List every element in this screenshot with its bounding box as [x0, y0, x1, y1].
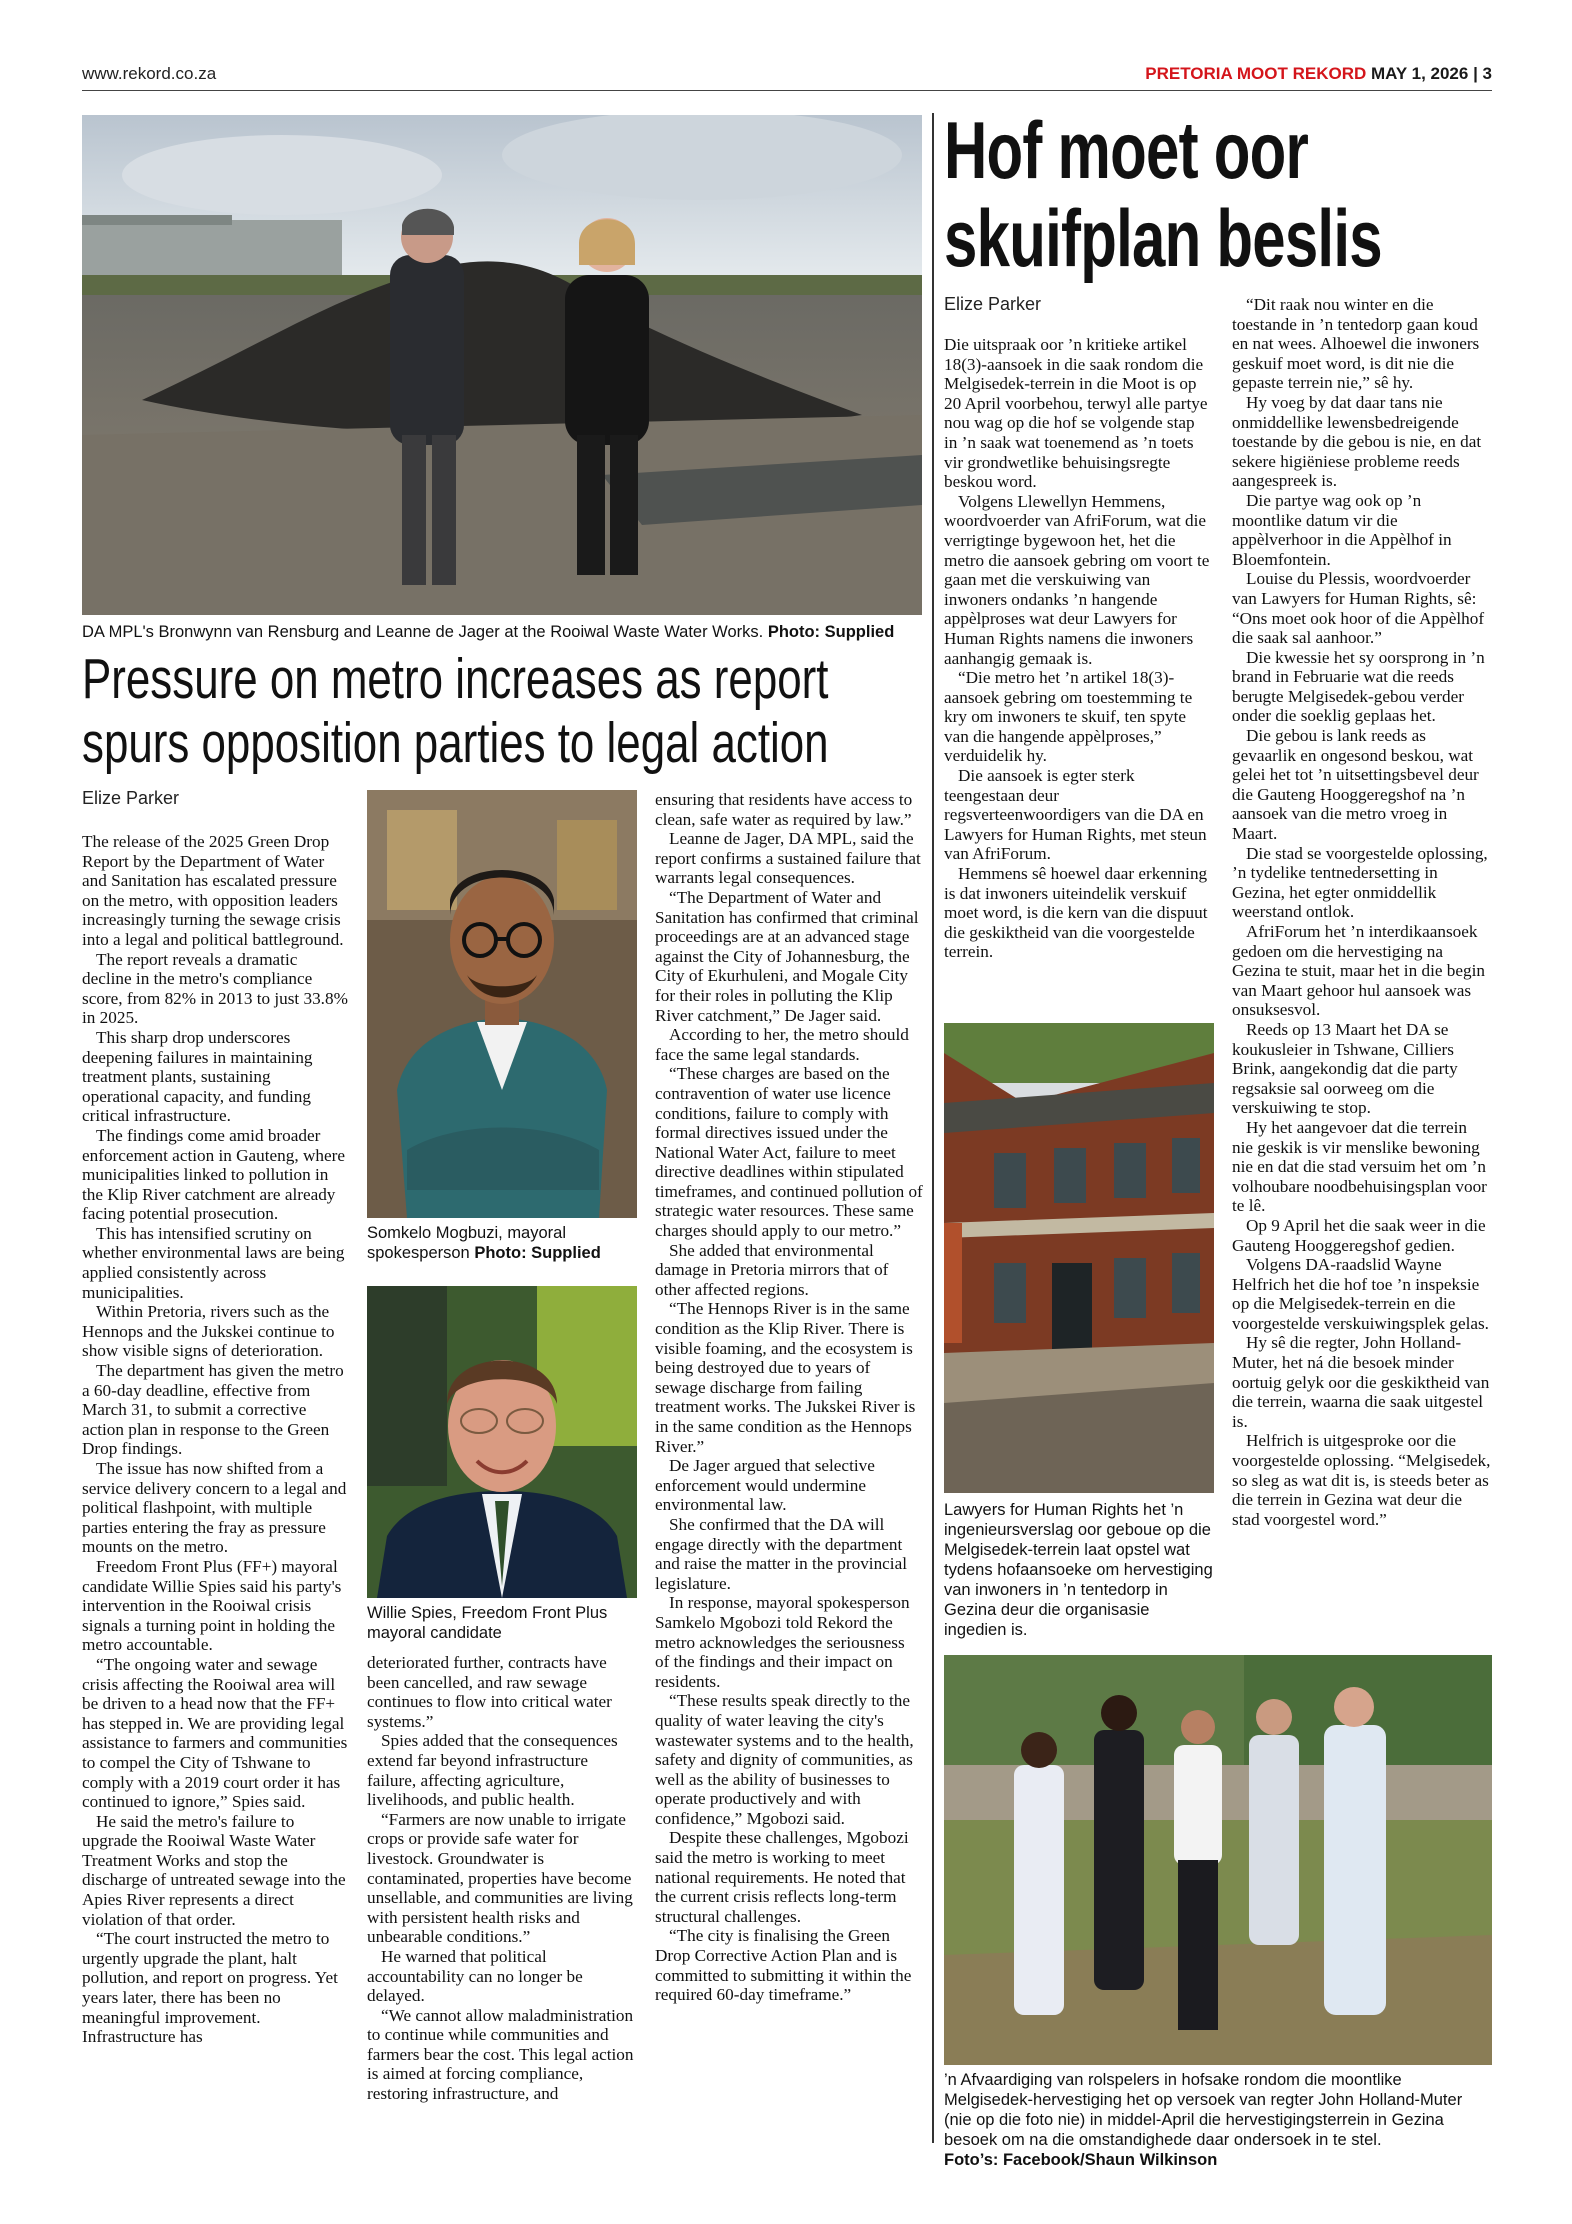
paragraph: This sharp drop underscores deepening failures in maintaining treatment plants, sustaining operational capacity, and funding critical infrastructure. — [82, 1027, 313, 1126]
paragraph: He said the metro's failure to upgrade the Rooiwal Waste Water Treatment Works and stop the discharge of untreated sewage into the Apies River represents a direct violation of that order. — [82, 1811, 346, 1929]
paragraph: Die partye wag ook op ’n moontlike datum vir die appèlverhoor in die Appèlhof in Bloemfontein. — [1232, 490, 1452, 569]
english-column-3 — [655, 790, 923, 2005]
paragraph: Hy het aangevoer dat die terrein nie geskik is vir menslike bewoning nie en dat die stad versuim het om ’n volhoubare noodbehuisingsplan voor te lê. — [1232, 1117, 1487, 1216]
rooiwal-photo-caption — [82, 622, 922, 642]
paragraph: Hemmens sê hoewel daar erkenning is dat inwoners uiteindelik verskuif moet word, is die kern van die dispuut die geskiktheid van die voorgestelde terrein. — [944, 864, 1208, 962]
issue-date-page: MAY 1, 2026 | 3 — [1366, 64, 1492, 83]
paragraph: According to her, the metro should face the same legal standards. — [655, 1025, 909, 1064]
paragraph: Hy voeg by dat daar tans nie onmiddellike lewensbedreigende toestande by die gebou is nie, en dat sekere higiëniese probleme reeds aangespreek is. — [1232, 392, 1482, 491]
paragraph: “Die metro het ’n artikel 18(3)-aansoek gebring om toestemming te kry om inwoners te skuif, ten spyte van die hangende appèlproses,” verduidelik hy. — [944, 668, 1193, 766]
paragraph: Die stad se voorgestelde oplossing, ’n tydelike tentnedersetting in Gezina, het egter onmiddellik weerstand ontlok. — [1232, 843, 1488, 922]
paragraph: The issue has now shifted from a service delivery concern to a legal and political flashpoint, with multiple parties entering the fray as pressure mounts on the metro. — [82, 1459, 347, 1557]
caption-text: Somkelo Mogbuzi, mayoral spokesperson — [367, 1224, 566, 1262]
afrikaans-column-1 — [944, 335, 1212, 962]
afrikaans-headline — [944, 107, 1382, 283]
spies-portrait — [367, 1286, 637, 1598]
rooiwal-photo — [82, 115, 922, 615]
caption-text: DA MPL's Bronwynn van Rensburg and Leanne de Jager at the Rooiwal Waste Water Works. — [82, 623, 768, 641]
headline-line-1: Pressure on metro increases as report — [82, 647, 829, 711]
paragraph: “The Department of Water and Sanitation has confirmed that criminal proceedings are at an advanced stage against the City of Johannesburg, the City of Ekurhuleni, and Mogale City for their roles in polluting the Klip River catchment,” De Jager said. — [655, 887, 919, 1025]
photo-credit: Foto’s: Facebook/Shaun Wilkinson — [944, 2151, 1218, 2169]
paragraph: Despite these challenges, Mgobozi said the metro is working to meet national requirements. He noted that the current crisis reflects long-term structural challenges. — [655, 1828, 909, 1926]
paragraph: “The ongoing water and sewage crisis affecting the Rooiwal area will be driven to a head now that the FF+ has stepped in. We are providing legal assistance to farmers and communities to compel the City of Tshwane to comply with a 2019 court order it has continued to ignore,” Spies said. — [82, 1654, 348, 1812]
publication-name: PRETORIA MOOT REKORD — [1145, 64, 1367, 83]
page-folio — [1145, 64, 1492, 84]
delegation-photo — [944, 1655, 1492, 2065]
paragraph: deteriorated further, contracts have been cancelled, and raw sewage continues to flow into critical water systems.” — [367, 1653, 612, 1731]
paragraph: “These results speak directly to the quality of water leaving the city's wastewater systems and to the health, safety and dignity of communities, as well as the ability of businesses to operate productively and with confidence,” Mgobozi said. — [655, 1691, 914, 1828]
paragraph: Volgens Llewellyn Hemmens, woordvoerder van AfriForum, wat die verrigtinge bygewoon het, het die metro die aansoek gebring om voort te gaan met die verskuiwing van inwoners ondanks ’n hangende appèlproses wat deur Lawyers for Human Rights namens die inwoners aanhangig gemaak is. — [944, 491, 1210, 668]
section-divider — [932, 113, 934, 2143]
paragraph: Reeds op 13 Maart het DA se koukusleier in Tshwane, Cilliers Brink, aangekondig dat die party regsaksie sal oorweeg om die verskuiwing te stop. — [1232, 1019, 1458, 1118]
paragraph: “The city is finalising the Green Drop Corrective Action Plan and is committed to submitting it within the required 60-day timeframe.” — [655, 1926, 912, 2005]
paragraph: He warned that political accountability can no longer be delayed. — [367, 1946, 583, 2006]
paragraph: Freedom Front Plus (FF+) mayoral candidate Willie Spies said his party's intervention in the Rooiwal crisis signals a turning point in holding the metro accountable. — [82, 1556, 342, 1655]
paragraph: ensuring that residents have access to clean, safe water as required by law.” — [655, 790, 913, 829]
english-column-1 — [82, 832, 350, 2047]
paragraph: Hy sê die regter, John Holland-Muter, het ná die besoek minder oortuig gelyk oor die geskiktheid van die terrein, waarna die saak uitgestel is. — [1232, 1333, 1490, 1431]
delegation-caption — [944, 2070, 1492, 2170]
english-byline[interactable]: Elize Parker — [82, 788, 180, 808]
paragraph: Within Pretoria, rivers such as the Hennops and the Jukskei continue to show visible signs of deterioration. — [82, 1302, 335, 1361]
paragraph: “The Hennops River is in the same condition as the Klip River. There is visible foaming, and the ecosystem is being destroyed due to years of sewage discharge from failing treatment works. The Jukskei River is in the same condition as the Hennops River.” — [655, 1299, 916, 1456]
paragraph: “Dit raak nou winter en die toestande in ’n tentedorp gaan koud en nat wees. Alhoewel die inwoners geskuif moet word, is dit nie die gepaste terrein nie,” sê hy. — [1232, 295, 1480, 393]
afrikaans-column-2 — [1232, 295, 1492, 1529]
paragraph: Die uitspraak oor ’n kritieke artikel 18(3)-aansoek in die saak rondom die Melgisedek-terrein in die Moot is op 20 April voorbehou, terwyl alle partye nou wag op die hof se volgende stap in ’n saak wat toenemend as ’n toets vir grondwetlike behuisingsregte beskou word. — [944, 335, 1208, 492]
afrikaans-byline[interactable]: Elize Parker — [944, 294, 1042, 314]
paragraph: Louise du Plessis, woordvoerder van Lawyers for Human Rights, sê: “Ons moet ook hoor of die Appèlhof die saak sal aanhoor.” — [1232, 569, 1485, 648]
headline-line-2: spurs opposition parties to legal action — [82, 711, 829, 775]
paragraph: She added that environmental damage in Pretoria mirrors that of other affected regions. — [655, 1240, 889, 1299]
photo-credit: Photo: Supplied — [767, 623, 895, 641]
spies-caption: Willie Spies, Freedom Front Plus mayoral candidate — [367, 1604, 608, 1642]
paragraph: De Jager argued that selective enforcement would undermine environmental law. — [655, 1456, 875, 1515]
paragraph: Volgens DA-raadslid Wayne Helfrich het die hof toe ’n inspeksie op die Melgisedek-terrein en die voorgestelde verskuiwingsplek gelas. — [1232, 1255, 1489, 1333]
paragraph: She confirmed that the DA will engage directly with the department and raise the matter in the provincial legislature. — [655, 1514, 907, 1593]
photo-credit: Photo: Supplied — [474, 1244, 601, 1262]
paragraph: Die kwessie het sy oorsprong in ’n brand in Februarie wat die reeds berugte Melgisedek-gebou verder onder die soeklig geplaas het. — [1232, 647, 1485, 726]
english-column-2 — [367, 1653, 637, 2104]
melgisedek-building-photo — [944, 1023, 1214, 1493]
paragraph: The release of the 2025 Green Drop Report by the Department of Water and Sanitation has escalated pressure on the metro, with opposition leaders increasingly turning the sewage crisis into a legal and political battleground. — [82, 832, 344, 949]
paragraph: Die aansoek is egter sterk teengestaan deur regsverteenwoordigers van die DA en Lawyers for Human Rights, met steun van AfriForum. — [944, 766, 1207, 864]
website-url[interactable]: www.rekord.co.za — [82, 64, 217, 83]
paragraph: The department has given the metro a 60-day deadline, effective from March 31, to submit a corrective action plan in response to the Green Drop findings. — [82, 1361, 344, 1459]
paragraph: The findings come amid broader enforcement action in Gauteng, where municipalities linked to pollution in the Klip River catchment are already facing potential prosecution. — [82, 1125, 345, 1224]
paragraph: Helfrich is uitgesproke oor die voorgestelde oplossing. “Melgisedek, so sleg as wat dit is, is steeds beter as die terrein in Gezina wat deur die stad voorgestel word.” — [1232, 1431, 1491, 1529]
paragraph: The report reveals a dramatic decline in the metro's compliance score, from 82% in 2013 to just 33.8% in 2025. — [82, 949, 348, 1028]
headline-line-2: skuifplan beslis — [944, 194, 1382, 284]
paragraph: Spies added that the consequences extend far beyond infrastructure failure, affecting agriculture, livelihoods, and public health. — [367, 1731, 618, 1810]
paragraph: Leanne de Jager, DA MPL, said the report confirms a sustained failure that warrants legal consequences. — [655, 829, 921, 888]
building-caption: Lawyers for Human Rights het ’n ingenieursverslag oor geboue op die Melgisedek-terrein laat opstel wat tydens hofaansoeke om hervestiging van inwoners in ’n tentedorp in Gezina deur die organisasie ingedien is. — [944, 1501, 1213, 1639]
paragraph: “We cannot allow maladministration to continue while communities and farmers bear the cost. This legal action is aimed at forcing compliance, restoring infrastructure, and — [367, 2005, 634, 2104]
paragraph: “The court instructed the metro to urgently upgrade the plant, halt pollution, and report on progress. Yet years later, there has been no meaningful improvement. Infrastructure has — [82, 1929, 338, 2047]
paragraph: In response, mayoral spokesperson Samkelo Mgobozi told Rekord the metro acknowledges the seriousness of the findings and their impact on residents. — [655, 1593, 910, 1691]
paragraph: “Farmers are now unable to irrigate crops or provide safe water for livestock. Groundwater is contaminated, properties have become unsellable, and communities are living with persistent health risks and unbearable conditions.” — [367, 1809, 633, 1947]
paragraph: Die gebou is lank reeds as gevaarlik en ongesond beskou, wat gelei het tot ’n uitsettingsbevel deur die Gauteng Hooggeregshof na ’n aansoek van die metro vroeg in Maart. — [1232, 726, 1479, 844]
page-header — [82, 62, 1492, 91]
english-headline — [82, 647, 929, 775]
headline-line-1: Hof moet oor — [944, 106, 1309, 196]
mogbuzi-portrait — [367, 790, 637, 1218]
paragraph: “These charges are based on the contravention of water use licence conditions, failure to comply with formal directives issued under the National Water Act, failure to meet directive deadlines within stipulated timeframes, and continued pollution of strategic water resources. These same charges should apply to our metro.” — [655, 1064, 923, 1241]
paragraph: Op 9 April het die saak weer in die Gauteng Hooggeregshof gedien. — [1232, 1215, 1486, 1255]
paragraph: AfriForum het ’n interdikaansoek gedoen om die hervestiging na Gezina te stuit, maar het in die begin van Maart gehoor hul aansoek was onsuksesvol. — [1232, 922, 1485, 1020]
mogbuzi-caption — [367, 1223, 637, 1263]
paragraph: This has intensified scrutiny on whether environmental laws are being applied consistently across municipalities. — [82, 1223, 345, 1302]
caption-text: ’n Afvaardiging van rolspelers in hofsake rondom die moontlike Melgisedek-hervestiging het op versoek van regter John Holland-Muter (nie op die foto nie) in middel-April die hervestigingsterrein in Gezina besoek om na die omstandighede daar ondersoek in te stel. — [944, 2071, 1463, 2149]
